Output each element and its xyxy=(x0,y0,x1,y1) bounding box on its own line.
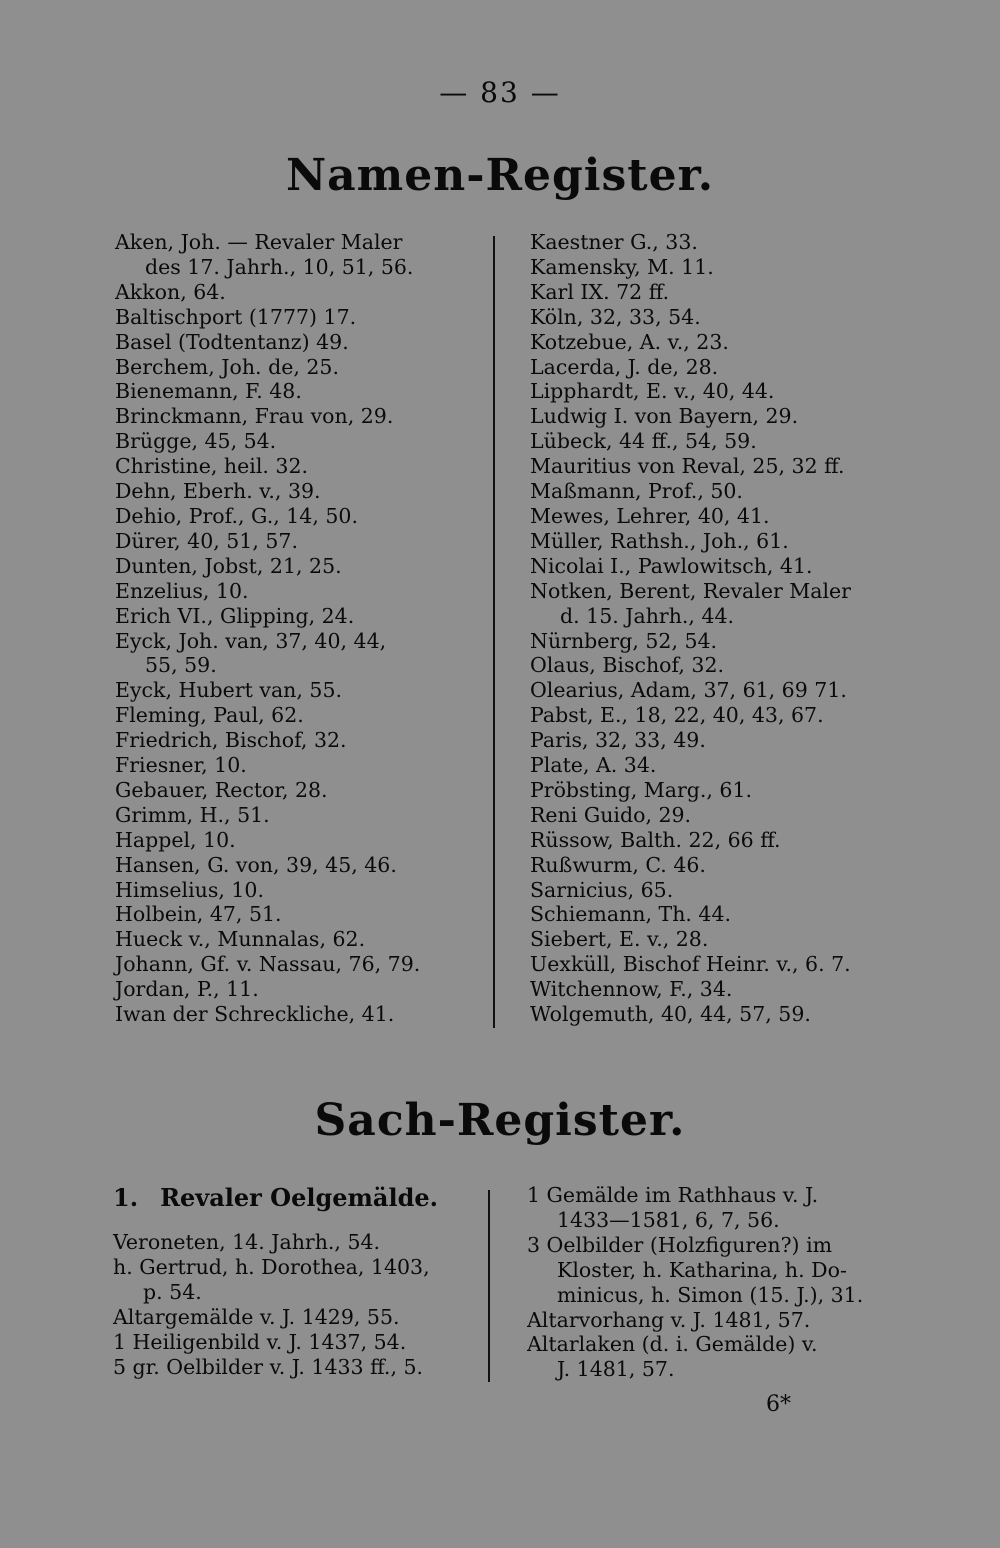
index-entry-text: Friedrich, Bischof, 32. xyxy=(115,728,347,753)
index-entry-text: Hansen, G. von, 39, 45, 46. xyxy=(115,852,397,877)
index-entry-text: Köln, 32, 33, 54. xyxy=(530,304,701,329)
index-entry-text: Dehio, Prof., G., 14, 50. xyxy=(115,503,358,528)
index-entry-text: Nürnberg, 52, 54. xyxy=(530,628,718,653)
index-entry xyxy=(530,778,880,803)
index-entry-text: 1 Heiligenbild v. J. 1437, 54. xyxy=(113,1329,407,1354)
index-entry-text: Altarvorhang v. J. 1481, 57. xyxy=(527,1307,811,1332)
index-entry-text: Brügge, 45, 54. xyxy=(115,429,277,454)
index-entry-continuation: 1433—1581, 6, 7, 56. xyxy=(557,1207,780,1232)
index-entry-text: Grimm, H., 51. xyxy=(115,802,270,827)
index-entry xyxy=(530,579,880,629)
index-entry-text: Ludwig I. von Bayern, 29. xyxy=(530,404,799,429)
index-entry xyxy=(115,404,475,429)
index-entry-text: Pabst, E., 18, 22, 40, 43, 67. xyxy=(530,703,824,728)
index-entry-text: Enzelius, 10. xyxy=(115,578,249,603)
index-entry-continuation: Kloster, h. Katharina, h. Do- xyxy=(557,1257,847,1282)
index-entry xyxy=(115,479,475,504)
index-entry xyxy=(530,305,880,330)
index-entry-text: Müller, Rathsh., Joh., 61. xyxy=(530,528,789,553)
index-entry xyxy=(113,1355,483,1380)
signature-mark: 6* xyxy=(766,1392,791,1417)
index-entry-continuation: p. 54. xyxy=(143,1279,202,1304)
index-entry-text: Kamensky, M. 11. xyxy=(530,254,714,279)
index-entry xyxy=(115,280,475,305)
index-entry xyxy=(530,454,880,479)
index-entry xyxy=(530,728,880,753)
index-entry xyxy=(530,479,880,504)
index-entry-text: Nicolai I., Pawlowitsch, 41. xyxy=(530,553,813,578)
index-entry-text: Jordan, P., 11. xyxy=(115,977,259,1002)
index-entry xyxy=(115,305,475,330)
index-entry xyxy=(115,1002,475,1027)
index-entry xyxy=(115,579,475,604)
index-entry xyxy=(115,803,475,828)
index-entry xyxy=(530,977,880,1002)
index-entry-text: Pröbsting, Marg., 61. xyxy=(530,777,753,802)
index-entry xyxy=(527,1332,887,1382)
index-entry xyxy=(530,230,880,255)
index-entry xyxy=(527,1308,887,1333)
index-entry-text: Christine, heil. 32. xyxy=(115,454,309,479)
index-entry-text: Kaestner G., 33. xyxy=(530,230,698,254)
subsection-number: 1. xyxy=(113,1183,139,1212)
index-entry xyxy=(113,1255,483,1305)
index-entry-text: Paris, 32, 33, 49. xyxy=(530,728,706,753)
index-entry-text: 1 Gemälde im Rathhaus v. J. xyxy=(527,1183,819,1207)
index-entry xyxy=(115,977,475,1002)
index-entry-text: Bienemann, F. 48. xyxy=(115,379,302,404)
index-entry-text: Maßmann, Prof., 50. xyxy=(530,479,743,504)
index-entry-text: Gebauer, Rector, 28. xyxy=(115,777,328,802)
index-entry-text: Lipphardt, E. v., 40, 44. xyxy=(530,379,775,404)
index-entry xyxy=(113,1230,483,1255)
index-entry-text: Rußwurm, C. 46. xyxy=(530,852,706,877)
index-entry-continuation: J. 1481, 57. xyxy=(557,1357,675,1382)
index-entry-text: Schiemann, Th. 44. xyxy=(530,902,732,927)
index-entry-text: Sarnicius, 65. xyxy=(530,877,674,902)
index-entry-text: Reni Guido, 29. xyxy=(530,802,692,827)
index-entry xyxy=(115,330,475,355)
index-entry-text: Erich VI., Glipping, 24. xyxy=(115,603,355,628)
index-entry xyxy=(115,828,475,853)
index-entry xyxy=(115,604,475,629)
index-entry xyxy=(115,529,475,554)
index-entry-text: Eyck, Hubert van, 55. xyxy=(115,678,343,703)
index-entry xyxy=(115,454,475,479)
index-entry xyxy=(115,554,475,579)
index-entry-text: Uexküll, Bischof Heinr. v., 6. 7. xyxy=(530,952,851,977)
index-entry xyxy=(530,902,880,927)
index-entry-text: 3 Oelbilder (Holzfiguren?) im xyxy=(527,1232,833,1257)
index-entry xyxy=(530,379,880,404)
index-entry-text: Johann, Gf. v. Nassau, 76, 79. xyxy=(115,952,421,977)
index-entry-text: Holbein, 47, 51. xyxy=(115,902,282,927)
index-entry-text: Dehn, Eberh. v., 39. xyxy=(115,479,321,504)
index-entry-text: Mauritius von Reval, 25, 32 ff. xyxy=(530,454,845,479)
index-entry xyxy=(115,902,475,927)
index-entry-text: Kotzebue, A. v., 23. xyxy=(530,329,729,354)
subject-register-left-column xyxy=(113,1230,483,1379)
index-entry xyxy=(530,280,880,305)
index-entry-text: Aken, Joh. — Revaler Maler xyxy=(115,230,403,254)
index-entry xyxy=(530,678,880,703)
index-entry-text: Friesner, 10. xyxy=(115,753,247,778)
index-entry xyxy=(115,504,475,529)
index-entry-text: Dunten, Jobst, 21, 25. xyxy=(115,553,342,578)
index-entry xyxy=(113,1330,483,1355)
index-entry xyxy=(530,753,880,778)
index-entry xyxy=(115,230,475,280)
index-entry-text: Altargemälde v. J. 1429, 55. xyxy=(113,1304,400,1329)
index-entry xyxy=(530,629,880,654)
index-entry xyxy=(530,952,880,977)
index-entry-continuation: des 17. Jahrh., 10, 51, 56. xyxy=(145,254,414,279)
index-entry-text: Eyck, Joh. van, 37, 40, 44, xyxy=(115,628,387,653)
index-entry xyxy=(530,355,880,380)
index-entry xyxy=(530,255,880,280)
index-entry xyxy=(530,803,880,828)
index-entry-text: Altarlaken (d. i. Gemälde) v. xyxy=(527,1332,818,1357)
index-entry-continuation: d. 15. Jahrh., 44. xyxy=(560,603,735,628)
subsection-heading xyxy=(113,1183,438,1212)
index-entry-continuation: minicus, h. Simon (15. J.), 31. xyxy=(557,1282,864,1307)
subject-register-right-column xyxy=(527,1183,887,1382)
index-entry-text: Brinckmann, Frau von, 29. xyxy=(115,404,394,429)
index-entry xyxy=(115,678,475,703)
index-entry xyxy=(115,429,475,454)
index-entry xyxy=(530,853,880,878)
index-entry-text: Mewes, Lehrer, 40, 41. xyxy=(530,503,770,528)
names-register-title: Namen-Register. xyxy=(285,150,715,201)
index-entry xyxy=(115,728,475,753)
index-entry-text: Baltischport (1777) 17. xyxy=(115,304,357,329)
index-entry-text: Lübeck, 44 ff., 54, 59. xyxy=(530,429,757,454)
index-entry xyxy=(530,927,880,952)
index-entry xyxy=(527,1183,887,1233)
index-entry-text: Dürer, 40, 51, 57. xyxy=(115,528,298,553)
index-entry xyxy=(530,878,880,903)
index-entry xyxy=(530,828,880,853)
index-entry xyxy=(115,853,475,878)
page-number: — 83 — xyxy=(439,76,561,109)
index-entry-text: Hueck v., Munnalas, 62. xyxy=(115,927,366,952)
index-entry-text: Notken, Berent, Revaler Maler xyxy=(530,578,851,603)
index-entry-text: Karl IX. 72 ff. xyxy=(530,279,670,304)
subsection-label: Revaler Oelgemälde. xyxy=(160,1183,438,1212)
index-entry xyxy=(530,429,880,454)
column-divider xyxy=(488,1190,490,1382)
index-entry xyxy=(530,703,880,728)
index-entry-text: Happel, 10. xyxy=(115,827,236,852)
names-register-right-column xyxy=(530,230,880,1027)
names-register-left-column xyxy=(115,230,475,1027)
index-entry xyxy=(115,878,475,903)
index-entry xyxy=(115,703,475,728)
index-entry xyxy=(115,778,475,803)
index-entry xyxy=(115,629,475,679)
column-divider xyxy=(493,236,495,1028)
index-entry xyxy=(115,952,475,977)
index-entry-text: Veroneten, 14. Jahrh., 54. xyxy=(113,1230,381,1254)
index-entry-text: Siebert, E. v., 28. xyxy=(530,927,709,952)
index-entry xyxy=(530,1002,880,1027)
index-entry-text: Himselius, 10. xyxy=(115,877,264,902)
index-entry-text: Olearius, Adam, 37, 61, 69 71. xyxy=(530,678,847,703)
subject-register-title: Sach-Register. xyxy=(314,1095,686,1146)
index-entry xyxy=(530,504,880,529)
index-entry-text: Wolgemuth, 40, 44, 57, 59. xyxy=(530,1002,811,1027)
index-entry xyxy=(115,379,475,404)
index-entry xyxy=(530,330,880,355)
index-entry xyxy=(115,753,475,778)
index-entry-text: h. Gertrud, h. Dorothea, 1403, xyxy=(113,1254,430,1279)
index-entry-text: Olaus, Bischof, 32. xyxy=(530,653,724,678)
index-entry-text: Iwan der Schreckliche, 41. xyxy=(115,1002,395,1027)
index-entry-text: Akkon, 64. xyxy=(115,279,226,304)
index-entry xyxy=(113,1305,483,1330)
index-entry-text: Witchennow, F., 34. xyxy=(530,977,733,1002)
index-entry-continuation: 55, 59. xyxy=(145,653,217,678)
index-entry xyxy=(530,653,880,678)
index-entry-text: Lacerda, J. de, 28. xyxy=(530,354,719,379)
index-entry xyxy=(527,1233,887,1308)
index-entry xyxy=(530,529,880,554)
index-entry-text: Rüssow, Balth. 22, 66 ff. xyxy=(530,827,781,852)
index-entry-text: Plate, A. 34. xyxy=(530,753,657,778)
index-entry-text: Fleming, Paul, 62. xyxy=(115,703,304,728)
index-entry xyxy=(530,554,880,579)
index-entry xyxy=(115,355,475,380)
index-entry xyxy=(115,927,475,952)
index-entry-text: 5 gr. Oelbilder v. J. 1433 ff., 5. xyxy=(113,1354,424,1379)
index-entry-text: Basel (Todtentanz) 49. xyxy=(115,329,349,354)
index-entry xyxy=(530,404,880,429)
index-entry-text: Berchem, Joh. de, 25. xyxy=(115,354,339,379)
